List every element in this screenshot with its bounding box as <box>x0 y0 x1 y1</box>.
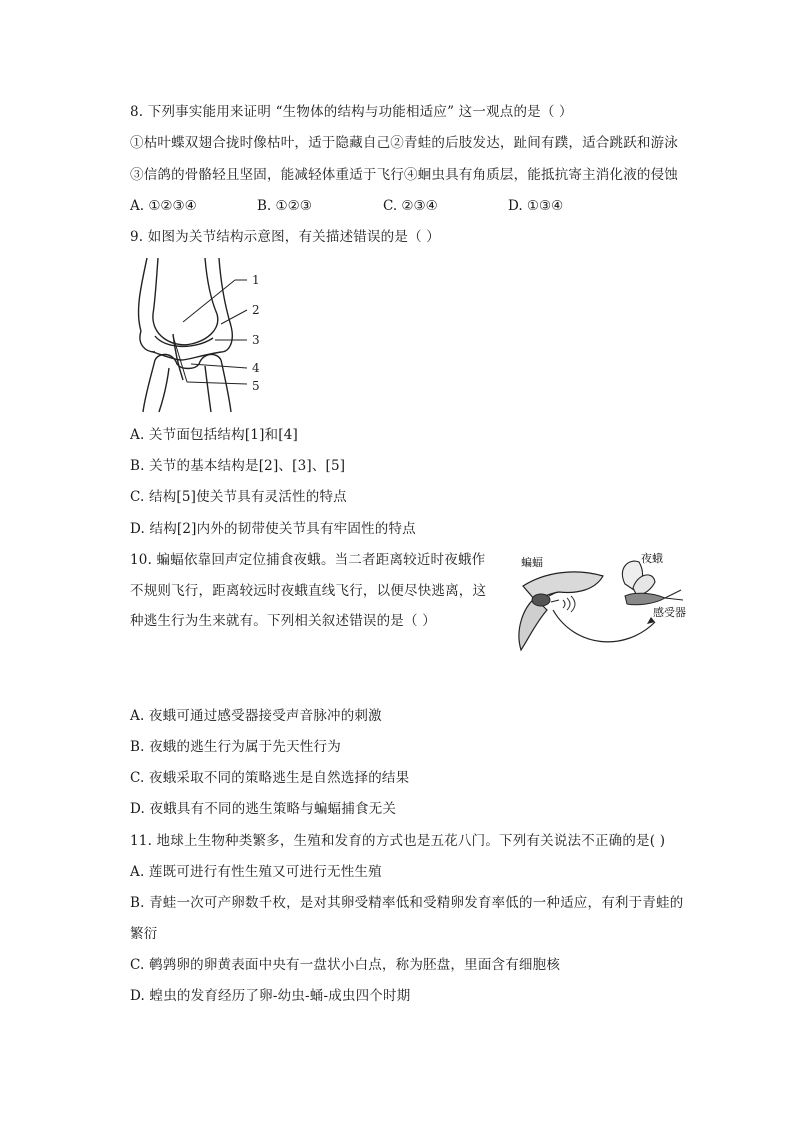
q9-option-c[interactable]: C. 结构[5]使关节具有灵活性的特点 <box>130 489 347 505</box>
q8-option-d[interactable]: D. ①③④ <box>508 198 564 214</box>
joint-label-1: 1 <box>252 273 260 287</box>
bat-illustration <box>519 572 603 650</box>
q10-stem-line-3: 种逃生行为生来就有。下列相关叙述错误的是（ ） <box>130 613 436 629</box>
q10-option-b[interactable]: B. 夜蛾的逃生行为属于先天性行为 <box>130 739 341 755</box>
q8-option-b[interactable]: B. ①②③ <box>257 198 312 214</box>
q10-stem-line-2: 不规则飞行，距离较远时夜蛾直线飞行，以便尽快逃离，这 <box>130 583 487 599</box>
q10-stem-line-1: 10. 蝙蝠依靠回声定位捕食夜蛾。当二者距离较近时夜蛾作 <box>130 552 486 568</box>
q8-stem: 8. 下列事实能用来证明 “生物体的结构与功能相适应” 这一观点的是（ ） <box>130 104 573 120</box>
joint-label-3: 3 <box>252 333 260 347</box>
q8-option-c[interactable]: C. ②③④ <box>383 198 438 214</box>
q10-option-d[interactable]: D. 夜蛾具有不同的逃生策略与蝙蝠捕食无关 <box>130 801 397 817</box>
joint-label-4: 4 <box>252 361 260 375</box>
knee-joint-diagram <box>125 256 285 414</box>
q9-option-a[interactable]: A. 关节面包括结构[1]和[4] <box>130 427 298 443</box>
q11-option-b-continued: 繁衍 <box>130 926 158 942</box>
receptor-label: 感受器 <box>653 606 686 619</box>
q11-option-b[interactable]: B. 青蛙一次可产卵数千枚，是对其卵受精率低和受精卵发育率低的一种适应，有利于青蛙的 <box>130 895 684 911</box>
q11-option-c[interactable]: C. 鹌鹑卵的卵黄表面中央有一盘状小白点，称为胚盘，里面含有细胞核 <box>130 957 561 973</box>
joint-label-2: 2 <box>252 303 260 317</box>
joint-outline <box>139 258 233 412</box>
q8-statement-line-2: ③信鸽的骨骼轻且坚固，能减轻体重适于飞行④蛔虫具有角质层，能抵抗寄主消化液的侵蚀 <box>130 167 678 183</box>
q10-option-c[interactable]: C. 夜蛾采取不同的策略逃生是自然选择的结果 <box>130 770 410 786</box>
q10-option-a[interactable]: A. 夜蛾可通过感受器接受声音脉冲的刺激 <box>130 708 382 724</box>
q11-option-d[interactable]: D. 蝗虫的发育经历了卵-幼虫-蛹-成虫四个时期 <box>130 988 411 1004</box>
sound-wave-icon <box>563 596 575 612</box>
q9-option-b[interactable]: B. 关节的基本结构是[2]、[3]、[5] <box>130 458 346 474</box>
q8-option-a[interactable]: A. ①②③④ <box>130 198 197 214</box>
q9-stem: 9. 如图为关节结构示意图，有关描述错误的是（ ） <box>130 229 440 245</box>
q9-option-d[interactable]: D. 结构[2]内外的韧带使关节具有牢固性的特点 <box>130 521 416 537</box>
moth-illustration <box>622 561 683 605</box>
joint-label-5: 5 <box>252 379 260 393</box>
q11-option-a[interactable]: A. 莲既可进行有性生殖又可进行无性生殖 <box>130 864 382 880</box>
q11-stem: 11. 地球上生物种类繁多，生殖和发育的方式也是五花八门。下列有关说法不正确的是( ) <box>130 833 666 849</box>
bat-label: 蝙蝠 <box>521 556 543 569</box>
moth-label: 夜蛾 <box>641 552 663 565</box>
bat-moth-diagram <box>505 548 705 654</box>
q8-statement-line-1: ①枯叶蝶双翅合拢时像枯叶，适于隐藏自己②青蛙的后肢发达，趾间有蹼，适合跳跃和游泳 <box>130 135 678 151</box>
